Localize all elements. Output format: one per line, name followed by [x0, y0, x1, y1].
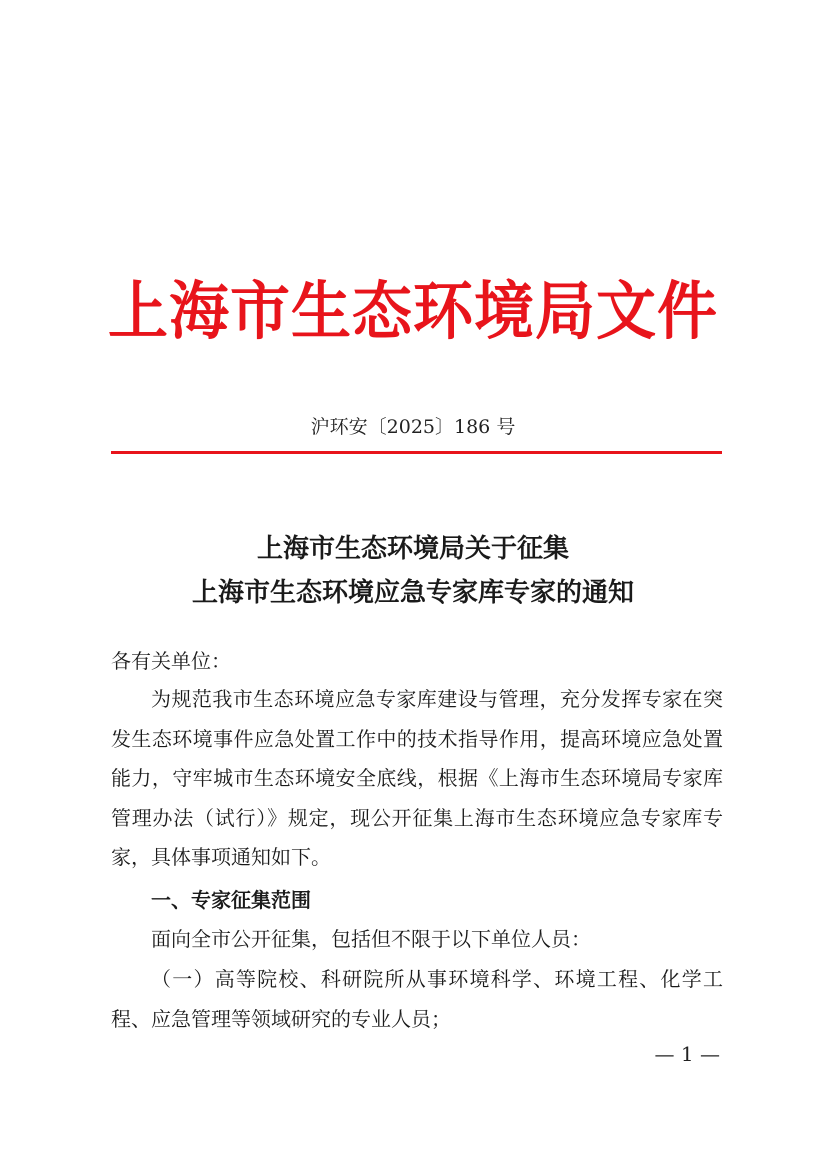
document-number: 沪环安〔2025〕186 号: [310, 416, 516, 438]
scope-item-1: （一）高等院校、科研院所从事环境科学、环境工程、化学工程、应急管理等领域研究的专业人员；: [111, 967, 723, 1031]
red-divider-line: [111, 451, 722, 454]
intro-paragraph: 为规范我市生态环境应急专家库建设与管理，充分发挥专家在突发生态环境事件应急处置工作中的技术指导作用，提高环境应急处置能力，守牢城市生态环境安全底线，根据《上海市生态环境局专家库管理办法（试行）》规定，现公开征集上海市生态环境应急专家库专家，具体事项通知如下。: [111, 687, 723, 869]
notice-title-line-2: 上海市生态环境应急专家库专家的通知: [191, 578, 634, 608]
scope-paragraph: 面向全市公开征集，包括但不限于以下单位人员：: [151, 927, 591, 951]
page-number: — 1 —: [654, 1042, 720, 1066]
masthead-title: 上海市生态环境局文件: [108, 275, 718, 349]
salutation: 各有关单位：: [111, 649, 231, 673]
notice-title-line-1: 上海市生态环境局关于征集: [256, 534, 569, 564]
section-heading-1: 一、专家征集范围: [151, 888, 311, 912]
